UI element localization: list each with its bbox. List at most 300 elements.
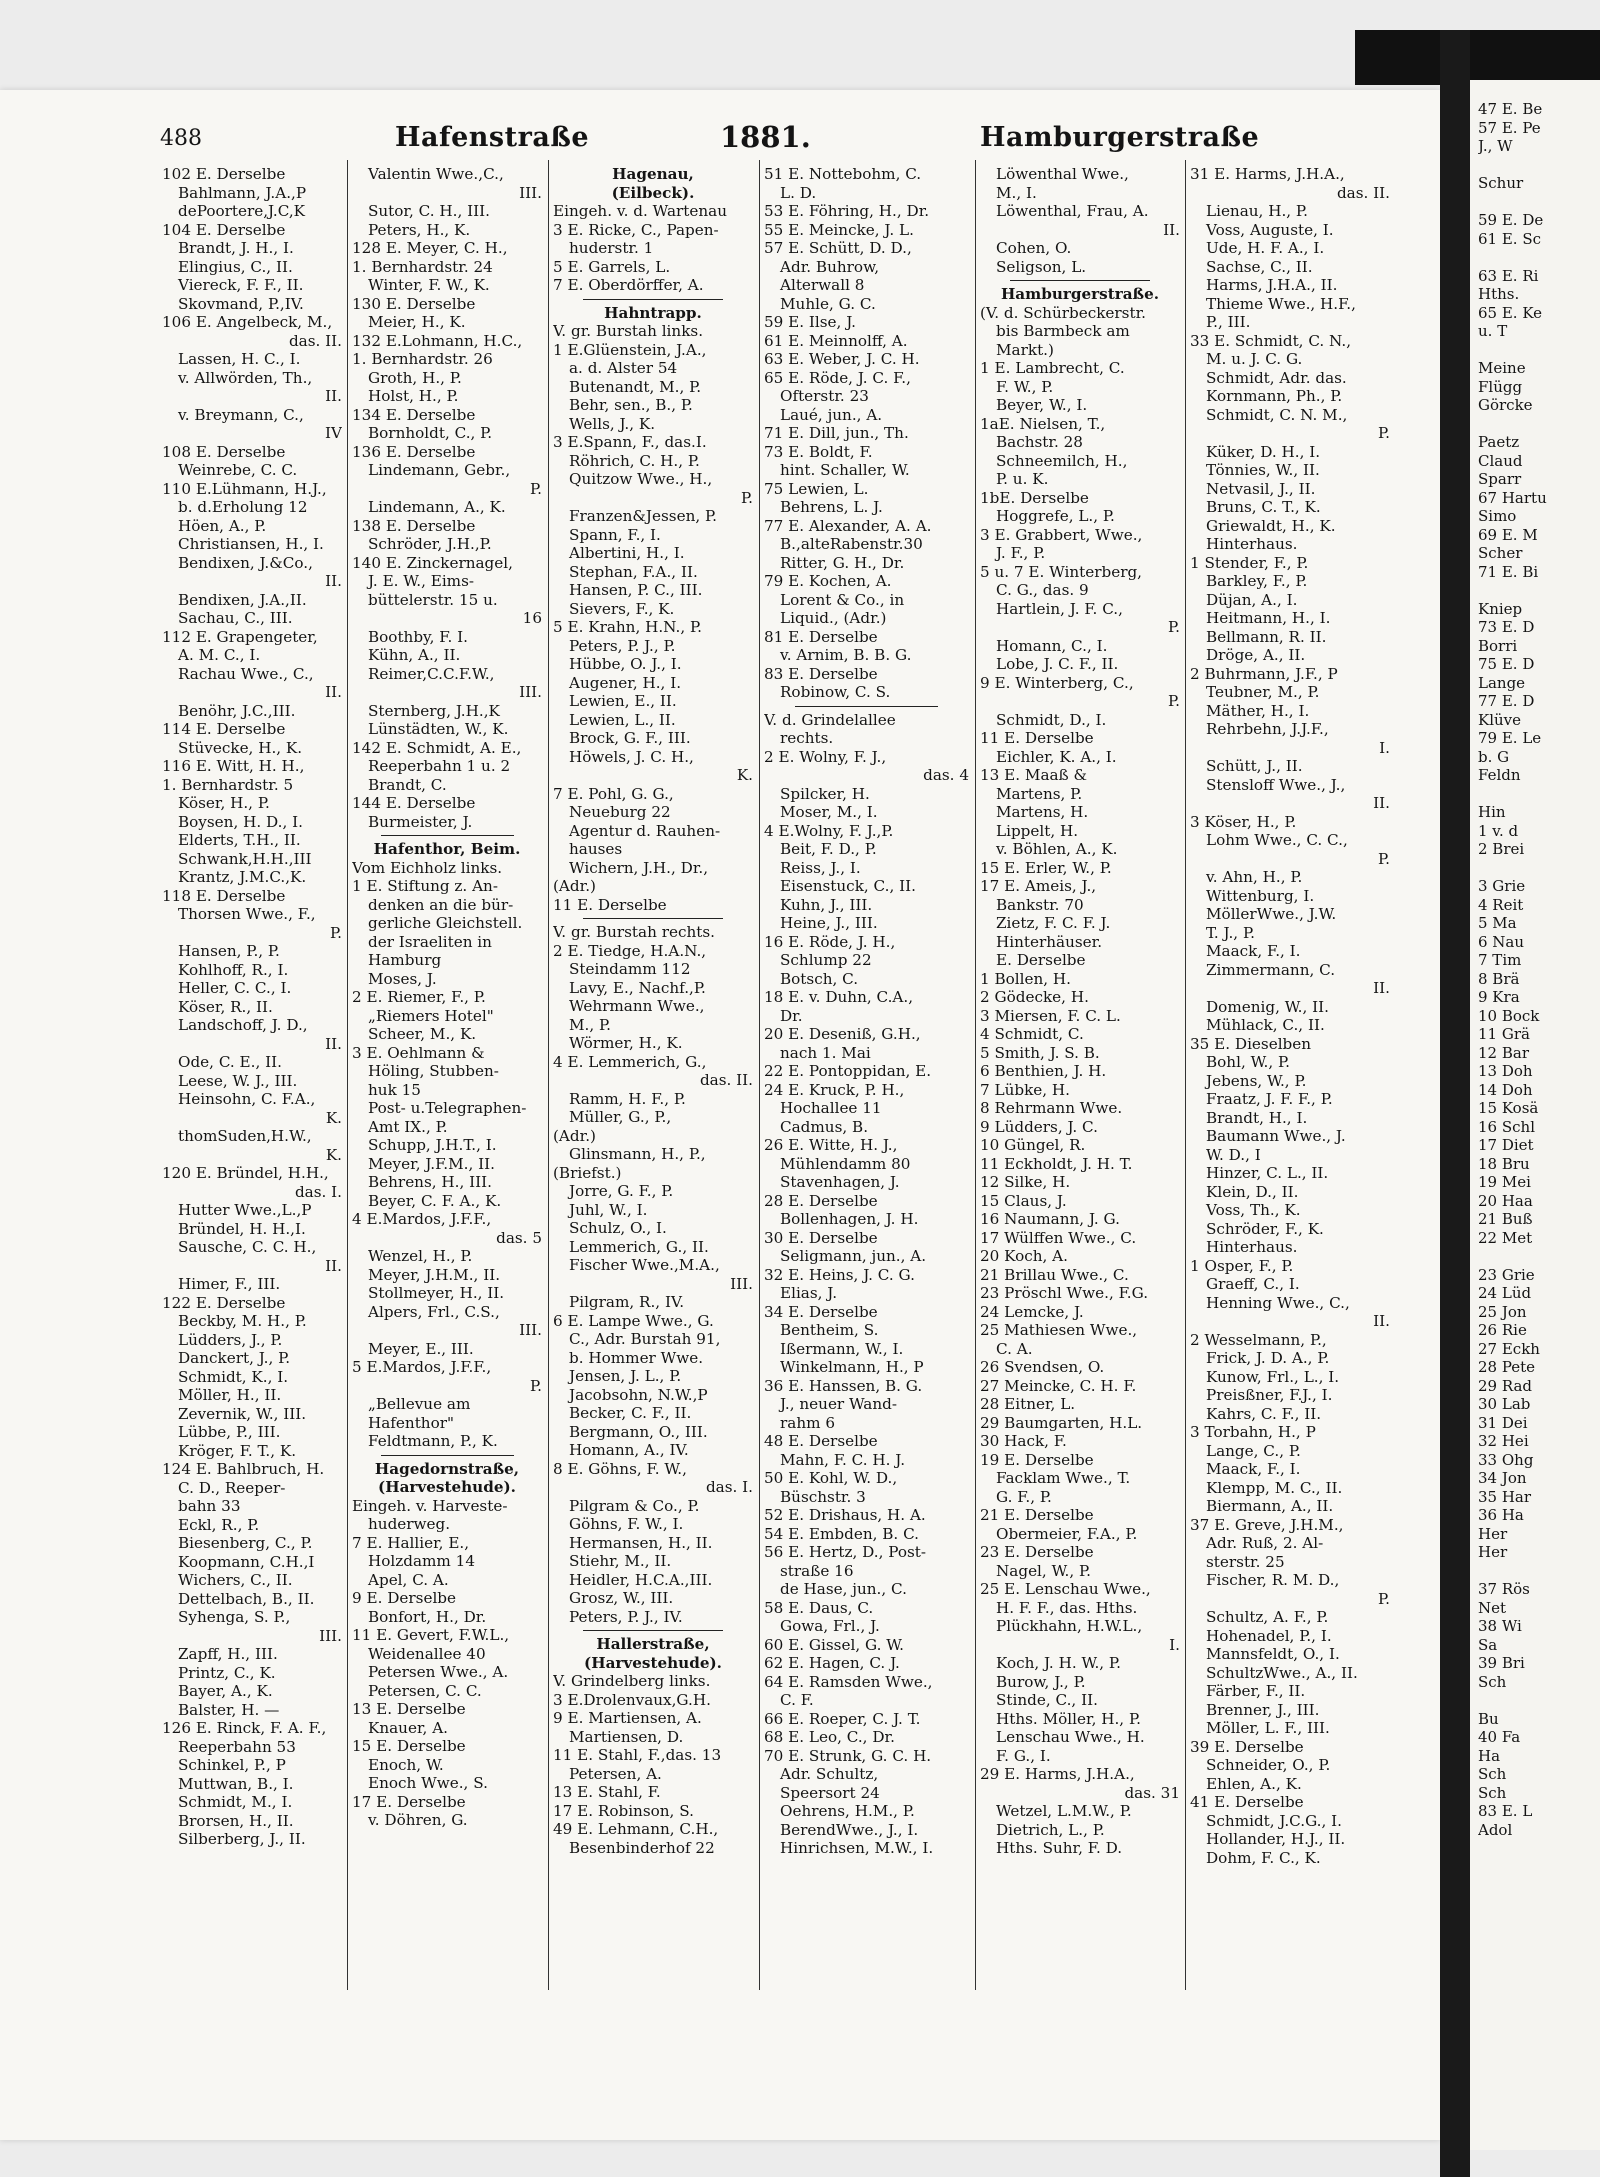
adjacent-page-line: 21 Buß [1478, 1210, 1533, 1228]
directory-line: Alpers, Frl., C.S., [368, 1302, 500, 1321]
directory-line: Stiehr, M., II. [569, 1552, 672, 1570]
directory-line: Hafenthor, Beim. [373, 840, 521, 858]
directory-line: Mühlack, C., II. [1206, 1016, 1325, 1034]
directory-line: Nagel, W., P. [996, 1561, 1091, 1580]
directory-line: 9 E. Martiensen, A. [553, 1709, 702, 1727]
directory-line: Maack, F., I. [1206, 1460, 1301, 1478]
directory-line: Heitmann, H., I. [1206, 609, 1331, 627]
directory-line: Kunow, Frl., L., I. [1206, 1367, 1340, 1386]
directory-line: rahm 6 [780, 1413, 835, 1432]
adjacent-page-line: 15 Kosä [1478, 1099, 1539, 1117]
column-rule [347, 160, 348, 1990]
directory-line: Peters, H., K. [368, 220, 471, 239]
directory-line: Muhle, G. C. [780, 294, 876, 313]
adjacent-page-line: 59 E. De [1478, 211, 1544, 229]
directory-line: 15 E. Derselbe [352, 1737, 466, 1755]
directory-line: P. [1378, 849, 1390, 868]
adjacent-page-line: Borri [1478, 636, 1518, 655]
directory-line: V. d. Grindelallee [764, 710, 896, 729]
directory-line: M., I. [996, 183, 1037, 202]
directory-line: Hinterhaus. [1206, 535, 1298, 553]
directory-line: Löwenthal Wwe., [996, 165, 1129, 183]
directory-line: SchultzWwe., A., II. [1206, 1663, 1358, 1682]
directory-line: Scheer, M., K. [368, 1025, 477, 1043]
adjacent-page-line: Schur [1478, 174, 1524, 192]
adjacent-page-line [1478, 156, 1600, 175]
directory-line: Brenner, J., III. [1206, 1700, 1320, 1719]
directory-line: 55 E. Meincke, J. L. [764, 220, 914, 239]
directory-column-6 [1190, 165, 1390, 1867]
directory-line: 28 E. Derselbe [764, 1191, 878, 1210]
directory-line: Sachau, C., III. [178, 609, 293, 627]
directory-line: Christiansen, H., I. [178, 535, 324, 553]
directory-line: Oehrens, H.M., P. [780, 1802, 915, 1820]
directory-line: Griewaldt, H., K. [1206, 516, 1336, 535]
directory-line: Landschoff, J. D., [178, 1016, 308, 1034]
directory-line: 39 E. Derselbe [1190, 1737, 1304, 1756]
directory-line: 126 E. Rinck, F. A. F., [162, 1719, 327, 1737]
adjacent-page-line: Adol [1478, 1820, 1513, 1839]
directory-line: Moser, M., I. [780, 803, 878, 821]
directory-line: 9 E. Winterberg, C., [980, 673, 1134, 692]
directory-line: Hermansen, H., II. [569, 1533, 713, 1552]
directory-line: Spilcker, H. [780, 784, 870, 803]
directory-line: Enoch Wwe., S. [368, 1774, 488, 1792]
directory-line: Dietrich, L., P. [996, 1820, 1105, 1839]
directory-line: Holzdamm 14 [368, 1552, 475, 1570]
adjacent-page-line: 16 Schl [1478, 1117, 1535, 1136]
directory-line: Büschstr. 3 [780, 1487, 866, 1506]
directory-line: (Briefst.) [553, 1163, 622, 1182]
directory-line: J. F., P. [996, 544, 1046, 562]
directory-line: 114 E. Derselbe [162, 720, 286, 738]
directory-line: 11 E. Derselbe [553, 895, 667, 914]
directory-line: 1. Bernhardstr. 24 [352, 257, 493, 276]
adjacent-page-line: 34 Jon [1478, 1469, 1527, 1487]
directory-line: Heidler, H.C.A.,III. [569, 1570, 713, 1589]
directory-line: Schmidt, M., I. [178, 1793, 293, 1811]
directory-line: Schupp, J.H.T., I. [368, 1136, 497, 1154]
directory-line: huk 15 [368, 1080, 421, 1099]
directory-line: Elias, J. [780, 1284, 838, 1302]
directory-line: 1 E. Lambrecht, C. [980, 359, 1125, 377]
directory-line: 116 E. Witt, H. H., [162, 757, 305, 775]
directory-line: Bergmann, O., III. [569, 1422, 708, 1441]
directory-line: Schröder, J.H.,P. [368, 535, 492, 553]
adjacent-page-line: 18 Bru [1478, 1154, 1530, 1173]
adjacent-page-line [1478, 415, 1600, 434]
directory-line: v. Arnim, B. B. G. [780, 646, 912, 664]
section-divider [352, 1451, 542, 1460]
directory-line: Thieme Wwe., H.F., [1206, 294, 1356, 313]
directory-line: Schinkel, P., P [178, 1756, 286, 1774]
directory-line: II. [325, 387, 342, 405]
directory-line: J. E. W., Eims- [368, 572, 475, 590]
directory-line: BerendWwe., J., I. [780, 1820, 919, 1839]
directory-line: 6 E. Lampe Wwe., G. [553, 1311, 714, 1330]
directory-line: Adr. Buhrow, [780, 257, 880, 276]
directory-line: Bayer, A., K. [178, 1682, 273, 1700]
directory-line: 132 E.Lohmann, H.C., [352, 331, 523, 350]
directory-line: Reeperbahn 53 [178, 1737, 296, 1756]
directory-line: 77 E. Alexander, A. A. [764, 516, 932, 535]
directory-line: 130 E. Derselbe [352, 294, 476, 313]
adjacent-page-line: 77 E. D [1478, 692, 1535, 710]
directory-line: 3 E.Spann, F., das.I. [553, 433, 707, 451]
directory-line: (Eilbeck). [611, 183, 695, 202]
directory-line: v. Allwörden, Th., [178, 368, 313, 387]
directory-line: Biermann, A., II. [1206, 1497, 1334, 1515]
adjacent-page-line: 31 Dei [1478, 1413, 1528, 1432]
directory-line: Glinsmann, H., P., [569, 1145, 706, 1163]
directory-line: II. [325, 572, 342, 590]
directory-line: Homann, A., IV. [569, 1441, 689, 1459]
directory-line: Hths. Möller, H., P. [996, 1709, 1141, 1728]
directory-line: Danckert, J., P. [178, 1349, 291, 1367]
directory-line: 2 E. Riemer, F., P. [352, 988, 486, 1006]
directory-line: Müller, G., P., [569, 1108, 672, 1126]
directory-line: 13 E. Maaß & [980, 766, 1088, 784]
directory-line: Röhrich, C. H., P. [569, 451, 700, 470]
directory-line: Schmidt, D., I. [996, 710, 1107, 729]
directory-line: 24 E. Kruck, P. H., [764, 1080, 905, 1099]
directory-line: b. Hommer Wwe. [569, 1348, 704, 1367]
directory-line: Lobe, J. C. F., II. [996, 655, 1119, 673]
directory-line: Hamburg [368, 951, 442, 969]
directory-line: Cohen, O. [996, 239, 1072, 257]
directory-line: Bornholdt, C., P. [368, 424, 493, 442]
adjacent-page-line [1478, 248, 1600, 267]
adjacent-page-line: 6 Nau [1478, 932, 1525, 951]
directory-line: Rehrbehn, J.J.F., [1206, 720, 1329, 738]
directory-line: Fraatz, J. F. F., P. [1206, 1090, 1333, 1108]
directory-line: Franzen&Jessen, P. [569, 507, 717, 525]
directory-line: Heinsohn, C. F.A., [178, 1090, 316, 1108]
directory-line: Printz, C., K. [178, 1663, 276, 1682]
directory-line: K. [736, 766, 753, 784]
directory-line: 8 E. Göhns, F. W., [553, 1459, 687, 1478]
directory-line: dePoortere,J.C,K [178, 202, 306, 220]
directory-line: Behrens, H., III. [368, 1173, 492, 1191]
street-heading-right: Hamburgerstraße [980, 122, 1260, 153]
directory-line: 124 E. Bahlbruch, H. [162, 1460, 325, 1478]
directory-line: K. [325, 1145, 342, 1164]
directory-line: 2 Buhrmann, J.F., P [1190, 664, 1338, 683]
section-divider [553, 295, 753, 304]
directory-line: Koopmann, C.H.,I [178, 1552, 315, 1571]
directory-line: Balster, H. — [178, 1700, 280, 1719]
directory-line: Lange, C., P. [1206, 1441, 1301, 1460]
directory-line: Mäther, H., I. [1206, 701, 1310, 720]
directory-line: 10 Güngel, R. [980, 1136, 1086, 1154]
directory-line: Petersen Wwe., A. [368, 1663, 509, 1681]
directory-line: 13 E. Stahl, F. [553, 1783, 661, 1801]
directory-line: Speersort 24 [780, 1783, 880, 1802]
directory-line: Hohenadel, P., I. [1206, 1626, 1332, 1645]
directory-line: IV [325, 424, 342, 442]
directory-line: Rachau Wwe., C., [178, 664, 314, 683]
directory-line: Brorsen, H., II. [178, 1811, 294, 1830]
directory-line: P. [330, 923, 342, 942]
directory-line: P. [530, 1376, 542, 1395]
directory-line: P. u. K. [996, 470, 1049, 488]
directory-line: Klempp, M. C., II. [1206, 1478, 1343, 1497]
directory-line: Hutter Wwe.,L.,P [178, 1201, 312, 1219]
adjacent-page-line: 4 Reit [1478, 895, 1524, 914]
directory-line: Stinde, C., II. [996, 1691, 1098, 1709]
directory-line: Wehrmann Wwe., [569, 997, 705, 1015]
directory-line: Muttwan, B., I. [178, 1774, 294, 1793]
directory-line: C. D., Reeper- [178, 1478, 286, 1497]
directory-line: Wells, J., K. [569, 414, 656, 433]
directory-line: 79 E. Kochen, A. [764, 572, 892, 590]
adjacent-page-line: 20 Haa [1478, 1191, 1533, 1210]
directory-line: straße 16 [780, 1561, 854, 1580]
directory-line: Bründel, H. H.,I. [178, 1219, 306, 1238]
directory-line: Bahlmann, J.A.,P [178, 183, 307, 202]
directory-line: Martens, P. [996, 784, 1083, 803]
directory-line: denken an die bür- [368, 895, 514, 914]
directory-line: E. Derselbe [996, 951, 1086, 969]
adjacent-page-line: 38 Wi [1478, 1617, 1522, 1635]
directory-line: 20 E. Deseniß, G.H., [764, 1025, 921, 1043]
directory-line: huderstr. 1 [569, 239, 654, 257]
directory-line: Wichern, J.H., Dr., [569, 858, 709, 877]
directory-line: das. I. [705, 1478, 753, 1496]
directory-line: Brandt, J. H., I. [178, 239, 294, 257]
adjacent-page-line: 9 Kra [1478, 988, 1520, 1006]
directory-line: Tönnies, W., II. [1206, 461, 1320, 479]
directory-line: Düjan, A., I. [1206, 590, 1298, 609]
directory-line: 1 E.Glüenstein, J.A., [553, 340, 707, 359]
directory-line: 142 E. Schmidt, A. E., [352, 738, 522, 757]
directory-line: P., III. [1206, 313, 1251, 331]
directory-line: Möller, H., II. [178, 1386, 282, 1404]
adjacent-page-line: Net [1478, 1598, 1507, 1617]
directory-line: Burow, J., P. [996, 1672, 1086, 1691]
directory-line: Plückhahn, H.W.L., [996, 1617, 1143, 1635]
directory-line: M., P. [569, 1015, 612, 1034]
directory-line: Eichler, K. A., I. [996, 747, 1117, 766]
directory-line: 75 Lewien, L. [764, 479, 869, 498]
directory-line: Bentheim, S. [780, 1321, 879, 1339]
directory-line: 26 Svendsen, O. [980, 1358, 1105, 1376]
adjacent-page-line: 79 E. Le [1478, 729, 1542, 747]
directory-line: 134 E. Derselbe [352, 405, 476, 424]
directory-line: 1 Osper, F., P. [1190, 1256, 1294, 1275]
directory-line: Reimer,C.C.F.W., [368, 664, 495, 683]
adjacent-page-line: 37 Rös [1478, 1580, 1530, 1598]
directory-line: H. F. F., das. Hths. [996, 1598, 1138, 1617]
directory-line: Hafenthor" [368, 1413, 454, 1432]
directory-line: V. Grindelberg links. [553, 1672, 711, 1690]
directory-line: 106 E. Angelbeck, M., [162, 313, 333, 331]
adjacent-page-line: 12 Bar [1478, 1043, 1529, 1062]
adjacent-page-line: 35 Har [1478, 1487, 1532, 1506]
directory-line: L. D. [780, 183, 817, 202]
directory-line: 144 E. Derselbe [352, 794, 476, 812]
directory-line: Dohm, F. C., K. [1206, 1848, 1321, 1867]
directory-line: Behr, sen., B., P. [569, 396, 693, 414]
adjacent-page-line: 19 Mei [1478, 1173, 1531, 1191]
directory-line: Hartlein, J. F. C., [996, 599, 1123, 618]
adjacent-page-line: Flügg [1478, 377, 1523, 396]
directory-line: Schulz, O., I. [569, 1219, 667, 1237]
directory-line: 4 E. Lemmerich, G., [553, 1052, 707, 1071]
directory-line: Jebens, W., P. [1206, 1071, 1307, 1090]
directory-line: Ofterstr. 23 [780, 387, 869, 405]
adjacent-page-line: Sch [1478, 1765, 1507, 1783]
adjacent-page-line: 14 Doh [1478, 1080, 1533, 1099]
directory-line: Jensen, J. L., P. [569, 1367, 682, 1385]
directory-line: Lewien, L., II. [569, 710, 676, 729]
directory-line: 4 E.Mardos, J.F.F., [352, 1210, 492, 1228]
directory-line: Enoch, W. [368, 1755, 444, 1774]
directory-line: 6 Benthien, J. H. [980, 1062, 1107, 1080]
directory-line: Baumann Wwe., J. [1206, 1127, 1346, 1145]
directory-line: Mühlendamm 80 [780, 1154, 911, 1173]
directory-line: Netvasil, J., II. [1206, 479, 1316, 498]
directory-line: 59 E. Ilse, J. [764, 313, 856, 331]
adjacent-page-line: 23 Grie [1478, 1265, 1535, 1284]
directory-line: 29 Baumgarten, H.L. [980, 1413, 1143, 1432]
directory-line: Moses, J. [368, 969, 437, 988]
directory-line: Harms, J.H.A., II. [1206, 276, 1338, 294]
directory-line: 4 E.Wolny, F. J.,P. [764, 821, 894, 840]
directory-line: 1aE. Nielsen, T., [980, 414, 1106, 433]
directory-line: 128 E. Meyer, C. H., [352, 239, 508, 257]
section-divider [352, 831, 542, 840]
directory-line: Brock, G. F., III. [569, 729, 691, 747]
directory-line: Agentur d. Rauhen- [569, 821, 721, 840]
adjacent-page-line: 26 Rie [1478, 1321, 1527, 1339]
directory-line: Kohlhoff, R., I. [178, 960, 289, 979]
directory-column-4 [764, 165, 969, 1858]
directory-line: Preisßner, F.J., I. [1206, 1386, 1333, 1404]
directory-line: Schmidt, J.C.G., I. [1206, 1811, 1342, 1830]
directory-line: K. [325, 1108, 342, 1127]
adjacent-page-line: Hths. [1478, 285, 1520, 303]
directory-column-3 [553, 165, 753, 1857]
directory-line: 23 E. Derselbe [980, 1543, 1094, 1561]
directory-line: Wörmer, H., K. [569, 1034, 683, 1052]
directory-line: Besenbinderhof 22 [569, 1838, 715, 1857]
page-number: 488 [160, 126, 202, 151]
directory-line: Hansen, P., P. [178, 942, 280, 960]
directory-line: F. G., I. [996, 1746, 1051, 1765]
adjacent-page-line: 22 Met [1478, 1228, 1533, 1247]
directory-line: Sausche, C. C. H., [178, 1238, 317, 1256]
directory-line: Facklam Wwe., T. [996, 1469, 1131, 1487]
directory-line: T. J., P. [1206, 923, 1255, 942]
directory-line: 61 E. Meinnolff, A. [764, 331, 908, 350]
adjacent-page-line: Paetz [1478, 433, 1520, 451]
adjacent-page-line: 63 E. Ri [1478, 266, 1539, 285]
directory-line: Hinterhaus. [1206, 1238, 1298, 1256]
directory-line: III. [519, 683, 542, 701]
directory-line: Klein, D., II. [1206, 1182, 1299, 1201]
directory-line: Post- u.Telegraphen- [368, 1099, 527, 1117]
directory-line: Stollmeyer, H., II. [368, 1284, 505, 1302]
directory-line: Lavy, E., Nachf.,P. [569, 978, 706, 997]
directory-line: Zimmermann, C. [1206, 960, 1336, 979]
directory-line: Leese, W. J., III. [178, 1071, 298, 1090]
directory-line: v. Ahn, H., P. [1206, 868, 1303, 886]
directory-line: 5 E. Krahn, H.N., P. [553, 618, 702, 636]
directory-line: I. [1169, 1635, 1180, 1654]
directory-line: Dettelbach, B., II. [178, 1589, 315, 1608]
directory-line: 83 E. Derselbe [764, 664, 878, 683]
directory-line: Beyer, C. F. A., K. [368, 1191, 502, 1210]
directory-line: 65 E. Röde, J. C. F., [764, 368, 911, 387]
directory-line: 1bE. Derselbe [980, 488, 1089, 507]
directory-line: Zapff, H., III. [178, 1645, 278, 1663]
directory-line: Maack, F., I. [1206, 942, 1301, 960]
directory-line: 3 Torbahn, H., P [1190, 1423, 1316, 1441]
directory-line: Markt.) [996, 340, 1054, 359]
directory-line: Bruns, C. T., K. [1206, 498, 1321, 516]
directory-line: 5 u. 7 E. Winterberg, [980, 562, 1143, 581]
directory-line: Adr. Ruß, 2. Al- [1206, 1534, 1324, 1552]
directory-line: Ramm, H. F., P. [569, 1089, 686, 1108]
directory-line: 37 E. Greve, J.H.M., [1190, 1515, 1344, 1534]
directory-line: Gowa, Frl., J. [780, 1617, 880, 1635]
directory-line: Zietz, F. C. F. J. [996, 914, 1111, 932]
adjacent-page-line: 73 E. D [1478, 618, 1535, 636]
directory-line: Beckby, M. H., P. [178, 1312, 307, 1330]
directory-line: Eingeh. v. d. Wartenau [553, 202, 727, 220]
directory-line: Stavenhagen, J. [780, 1173, 900, 1191]
directory-line: Schwank,H.H.,III [178, 849, 312, 868]
directory-line: 29 E. Harms, J.H.A., [980, 1765, 1135, 1783]
directory-line: Mahn, F. C. H. J. [780, 1450, 906, 1469]
adjacent-page-line: 69 E. M [1478, 525, 1538, 544]
directory-line: 53 E. Föhring, H., Dr. [764, 202, 930, 220]
directory-line: 15 E. Erler, W., P. [980, 858, 1112, 877]
directory-line: Groth, H., P. [368, 368, 462, 387]
directory-line: Schneider, O., P. [1206, 1756, 1331, 1774]
directory-line: G. F., P. [996, 1487, 1052, 1506]
directory-line: Skovmand, P.,IV. [178, 294, 304, 313]
directory-line: Stephan, F.A., II. [569, 562, 698, 581]
directory-line: (Harvestehude). [378, 1478, 516, 1496]
directory-line: 122 E. Derselbe [162, 1293, 286, 1312]
directory-line: Hahntrapp. [604, 303, 702, 322]
directory-column-5 [980, 165, 1180, 1858]
directory-line: gerliche Gleichstell. [368, 914, 523, 932]
directory-line: Koch, J. H. W., P. [996, 1654, 1121, 1672]
directory-line: 21 Brillau Wwe., C. [980, 1265, 1129, 1284]
directory-line: Wichers, C., II. [178, 1571, 293, 1589]
directory-line: Martiensen, D. [569, 1727, 684, 1746]
directory-line: 1. Bernhardstr. 5 [162, 775, 294, 794]
directory-line: 3 Miersen, F. C. L. [980, 1006, 1121, 1025]
directory-line: 50 E. Kohl, W. D., [764, 1469, 898, 1487]
directory-line: Alterwall 8 [780, 276, 865, 294]
adjacent-page-line: u. T [1478, 322, 1508, 340]
adjacent-page-line: Klüve [1478, 710, 1522, 729]
directory-line: Graeff, C., I. [1206, 1275, 1300, 1293]
directory-line: (Adr.) [553, 1126, 596, 1145]
directory-line: 138 E. Derselbe [352, 516, 476, 535]
directory-line: Heine, J., III. [780, 914, 878, 932]
directory-line: II. [325, 1034, 342, 1053]
directory-line: Schmidt, K., I. [178, 1367, 289, 1386]
directory-line: 3 E.Drolenvaux,G.H. [553, 1690, 711, 1709]
directory-line: Boysen, H. D., I. [178, 812, 303, 831]
directory-line: Barkley, F., P. [1206, 572, 1308, 590]
directory-line: Seligson, L. [996, 257, 1087, 276]
